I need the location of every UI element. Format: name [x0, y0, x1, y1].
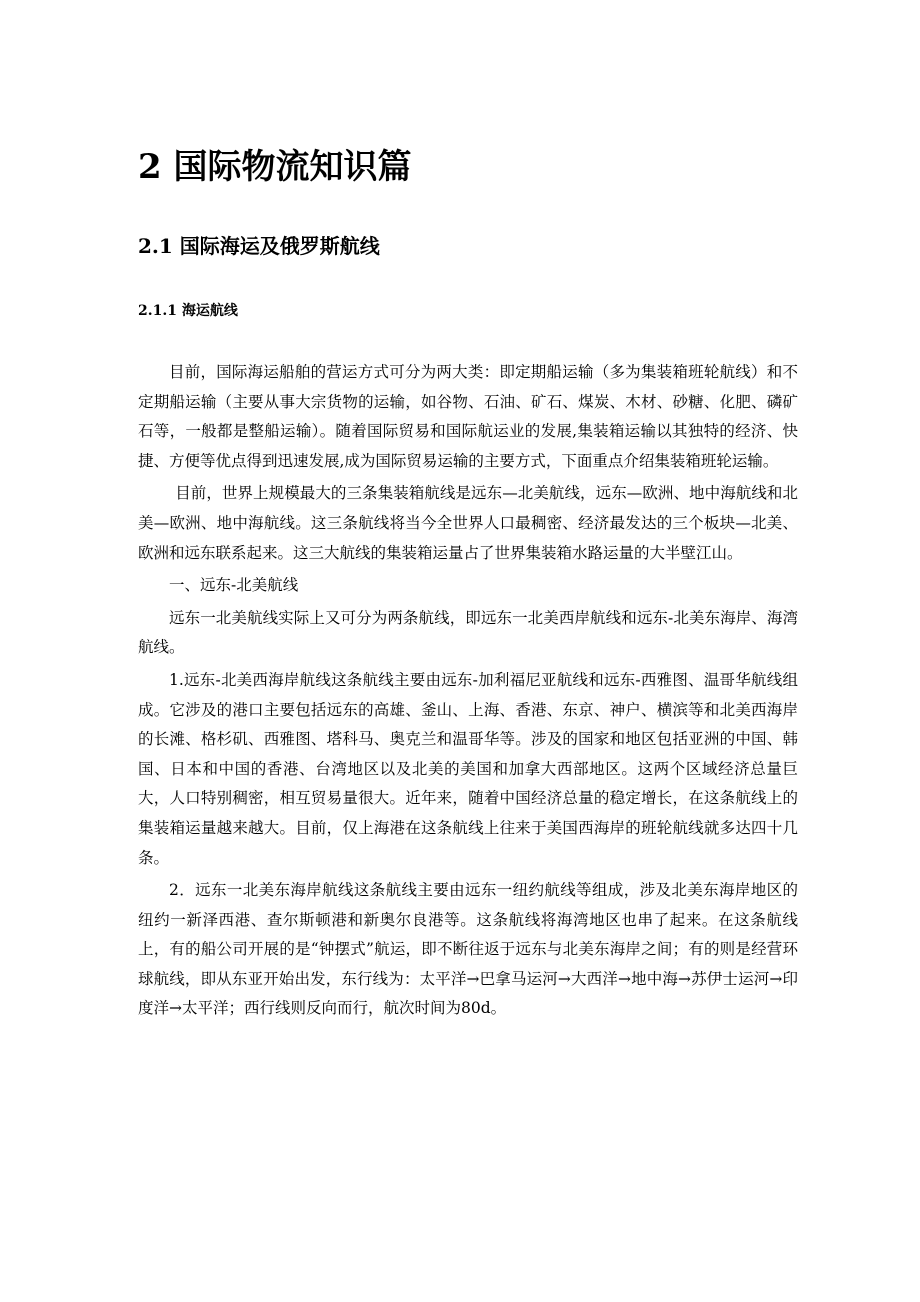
paragraph-three-routes: 目前，世界上规模最大的三条集装箱航线是远东—北美航线，远东—欧洲、地中海航线和北美—欧洲、地中海航线。这三条航线将当今全世界人口最稠密、经济最发达的三个板块—北美、欧洲和远东联系起来。这三大航线的集装箱运量占了世界集装箱水路运量的大半壁江山。 [138, 484, 798, 562]
chapter-title: 2 国际物流知识篇 [138, 147, 412, 187]
subsection-title: 2.1.1 海运航线 [138, 303, 238, 319]
paragraph-east-coast-route: 2．远东一北美东海岸航线这条航线主要由远东一纽约航线等组成，涉及北美东海岸地区的纽约一新泽西港、查尔斯顿港和新奥尔良港等。这条航线将海湾地区也串了起来。在这条航线上，有的船公司开展的是“钟摆式”航运，即不断往返于远东与北美东海岸之间；有的则是经营环球航线，即从东亚开始出发，东行线为：太平洋→巴拿马运河→大西洋→地中海→苏伊士运河→印度洋→太平洋；西行线则反向而行，航次时间为80d。 [138, 881, 798, 1018]
paragraph-intro: 目前，国际海运船舶的营运方式可分为两大类：即定期船运输（多为集装箱班轮航线）和不定期船运输（主要从事大宗货物的运输，如谷物、石油、矿石、煤炭、木材、砂糖、化肥、磷矿石等，一般都是整船运输）。随着国际贸易和国际航运业的发展,集装箱运输以其独特的经济、快捷、方便等优点得到迅速发展,成为国际贸易运输的主要方式，下面重点介绍集装箱班轮运输。 [138, 363, 798, 470]
section-title: 2.1 国际海运及俄罗斯航线 [138, 234, 380, 258]
paragraph-two-routes: 远东一北美航线实际上又可分为两条航线，即远东一北美西岸航线和远东-北美东海岸、海湾航线。 [138, 608, 798, 657]
paragraph-heading-far-east-north-america: 一、远东-北美航线 [169, 576, 299, 595]
paragraph-west-coast-route: 1.远东-北美西海岸航线这条航线主要由远东-加利福尼亚航线和远东-西雅图、温哥华航线组成。它涉及的港口主要包括远东的高雄、釜山、上海、香港、东京、神户、横滨等和北美西海岸的长滩、格杉矶、西雅图、塔科马、奥克兰和温哥华等。涉及的国家和地区包括亚洲的中国、韩国、日本和中国的香港、台湾地区以及北美的美国和加拿大西部地区。这两个区域经济总量巨大，人口特别稠密，相互贸易量很大。近年来，随着中国经济总量的稳定增长，在这条航线上的集装箱运量越来越大。目前，仅上海港在这条航线上往来于美国西海岸的班轮航线就多达四十几条。 [138, 670, 798, 867]
body-text [138, 358, 798, 1027]
